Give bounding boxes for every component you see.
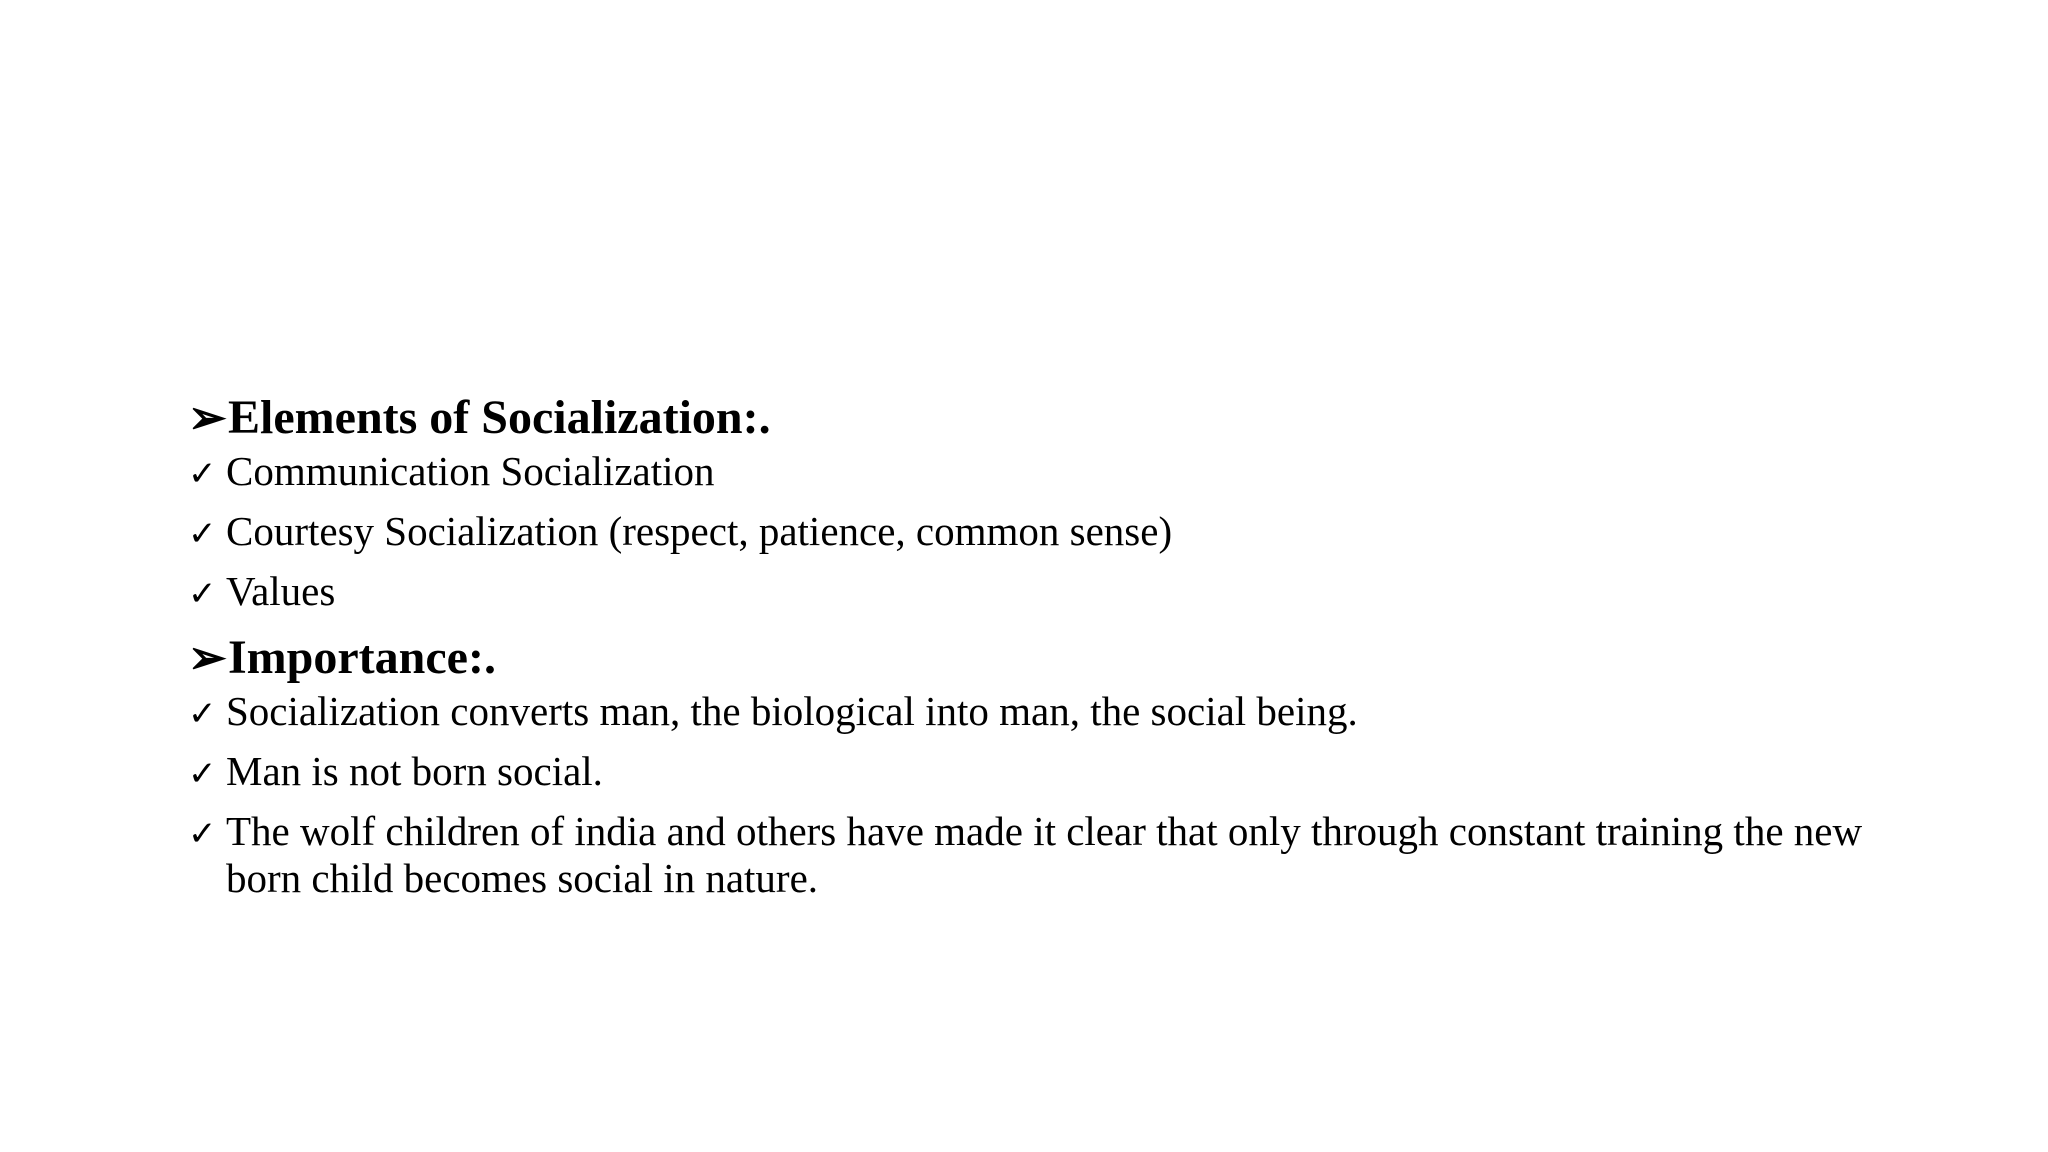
checkmark-bullet-icon: ✓ [188, 574, 217, 614]
checkmark-bullet-icon: ✓ [188, 454, 217, 494]
section-heading-text: Importance:. [228, 631, 496, 684]
list-item [188, 748, 1888, 798]
list-item [188, 448, 1888, 498]
list-item-text: The wolf children of india and others have made it clear that only through constant training the new born child becomes social in nature. [226, 808, 1863, 901]
section-elements [188, 388, 1888, 618]
section-importance [188, 628, 1888, 902]
checkmark-bullet-icon: ✓ [188, 814, 217, 854]
list-item [188, 808, 1888, 902]
section-heading [188, 628, 1888, 688]
list-item-text: Man is not born social. [226, 748, 603, 794]
list-item-text: Values [226, 568, 336, 614]
checkmark-bullet-icon: ✓ [188, 694, 217, 734]
list-item [188, 688, 1888, 738]
checkmark-bullet-icon: ✓ [188, 754, 217, 794]
list-item [188, 508, 1888, 558]
arrowhead-bullet-icon: ➢ [188, 632, 227, 683]
section-heading-text: Elements of Socialization:. [228, 391, 771, 444]
list-item-text: Courtesy Socialization (respect, patience, common sense) [226, 508, 1173, 554]
list-item-text: Socialization converts man, the biological into man, the social being. [226, 688, 1358, 734]
checkmark-bullet-icon: ✓ [188, 514, 217, 554]
arrowhead-bullet-icon: ➢ [188, 392, 227, 443]
list-item-text: Communication Socialization [226, 448, 715, 494]
slide-content [188, 388, 1888, 912]
list-item [188, 568, 1888, 618]
section-heading [188, 388, 1888, 448]
